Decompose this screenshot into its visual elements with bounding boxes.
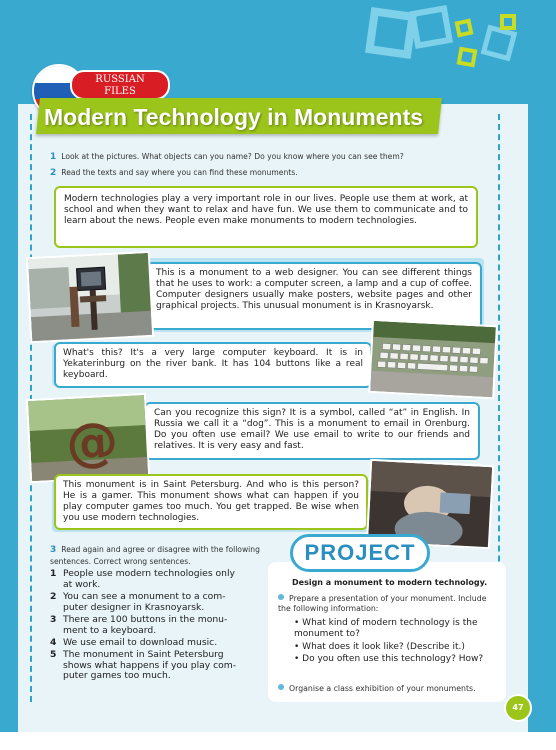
page-number: 47 [504,694,532,722]
statement-line: puter designer in Krasnoyarsk. [63,601,205,613]
photo-keyboard-monument [368,319,498,399]
statement-line: You can see a monument to a com- [63,591,226,602]
decor-square [455,19,474,38]
bullet-dot-icon [278,684,284,690]
statement-line: People use modern technologies only [63,568,235,579]
project-title: Design a monument to modern technology. [292,578,488,587]
bullet-icon: • [294,618,303,628]
decor-square [409,5,453,49]
badge-line1: RUSSIAN [95,74,145,85]
statement-line: There are 100 buttons in the monu- [63,614,228,625]
task-text: Look at the pictures. What objects can you name? Do you know where you can see them? [61,152,404,161]
task-text: Read again and agree or disagree with the following sentences. Correct wrong sentences. [50,545,260,566]
text-web-designer: This is a monument to a web designer. You can see different things that he uses to work: a computer screen, a lamp and a cup of coffee. Computer designers usually make posters, website pages and other graphical projects. This unusual monument is in Krasnoyarsk. [156,268,472,311]
statement-text [63,569,235,590]
web-designer-image [28,253,154,343]
statement-text [63,638,217,649]
project-step-text: Prepare a presentation of your monument. Include the following information: [278,594,487,613]
keyboard-image [370,321,498,399]
statement-number: 4 [50,637,57,648]
statement-line: The monument in Saint Petersburg [63,649,224,660]
project-bullet-2 [294,642,500,653]
photo-email-monument [26,393,150,483]
bullet-dot-icon [278,594,284,600]
statement-3 [50,615,266,637]
text-gamer: This monument is in Saint Petersburg. And who is this person? He is a gamer. This monument shows what can happen if you play computer games too much. You get trapped. Be wise when you use modern technologies. [63,480,359,523]
statement-5 [50,650,266,683]
bottom-margin [0,732,556,750]
task-2 [50,167,490,179]
text-box-email [144,402,480,460]
statement-line: at work. [63,578,101,590]
statement-number: 5 [50,649,57,660]
project-step-1 [278,594,498,614]
statement-number: 2 [50,591,57,602]
text-email: Can you recognize this sign? It is a symbol, called “at” in English. In Russia we call it a “dog”. This is a monument to email in Orenburg. Do you often use email? We use email to write to our friends and relatives. It is very easy and fast. [154,408,470,451]
photo-web-designer-monument [26,251,154,343]
statement-number: 1 [50,568,57,579]
task-1 [50,151,490,163]
text-box-gamer [54,474,368,530]
statement-2 [50,592,266,614]
statement-line: We use email to download music. [63,637,218,648]
page-title: Modern Technology in Monuments [44,104,424,130]
badge-line2: FILES [104,86,136,97]
project-bullet-1 [294,618,500,640]
bullet-icon: • [294,642,303,652]
task-number: 2 [50,168,57,178]
project-box [268,562,506,702]
project-step-text: Organise a class exhibition of your monuments. [289,684,476,693]
statement-line: puter games too much. [63,670,171,681]
task-3 [50,544,260,567]
task-number: 3 [50,545,57,555]
statement-text [63,650,236,682]
bullet-icon: • [294,654,303,664]
bullet-text: Do you often use this technology? How? [302,654,484,664]
text-box-keyboard [54,342,372,388]
statement-line: ment to a keyboard. [63,624,157,636]
project-bullet-3 [294,654,500,665]
bullet-text: What kind of modern technology is the monument to? [294,618,478,639]
statement-text [63,615,227,636]
statement-text [63,592,226,613]
decor-square [457,47,478,68]
intro-text: Modern technologies play a very important role in our lives. People use them at work, at school and when they want to relax and have fun. We use them to communicate and to learn about the news. People even make monuments to modern technologies. [64,194,468,226]
decor-square [500,14,516,30]
intro-text-box [54,186,478,248]
task-number: 1 [50,152,57,162]
statement-line: shows what happens if you play com- [63,659,237,671]
statement-4 [50,638,266,649]
task-text: Read the texts and say where you can find these monuments. [61,168,298,177]
project-heading: PROJECT [290,534,430,572]
project-step-2 [278,684,502,694]
at-sign-image [28,395,150,483]
svg-text:@: @ [64,411,120,475]
text-box-web-designer [146,262,482,330]
russian-files-badge [70,70,170,100]
text-keyboard: What's this? It's a very large computer keyboard. It is in Yekaterinburg on the river bank. It has 104 buttons like a real keyboard. [63,348,363,380]
statement-1 [50,569,266,591]
statement-number: 3 [50,614,57,625]
bullet-text: What does it look like? (Describe it.) [302,642,465,652]
